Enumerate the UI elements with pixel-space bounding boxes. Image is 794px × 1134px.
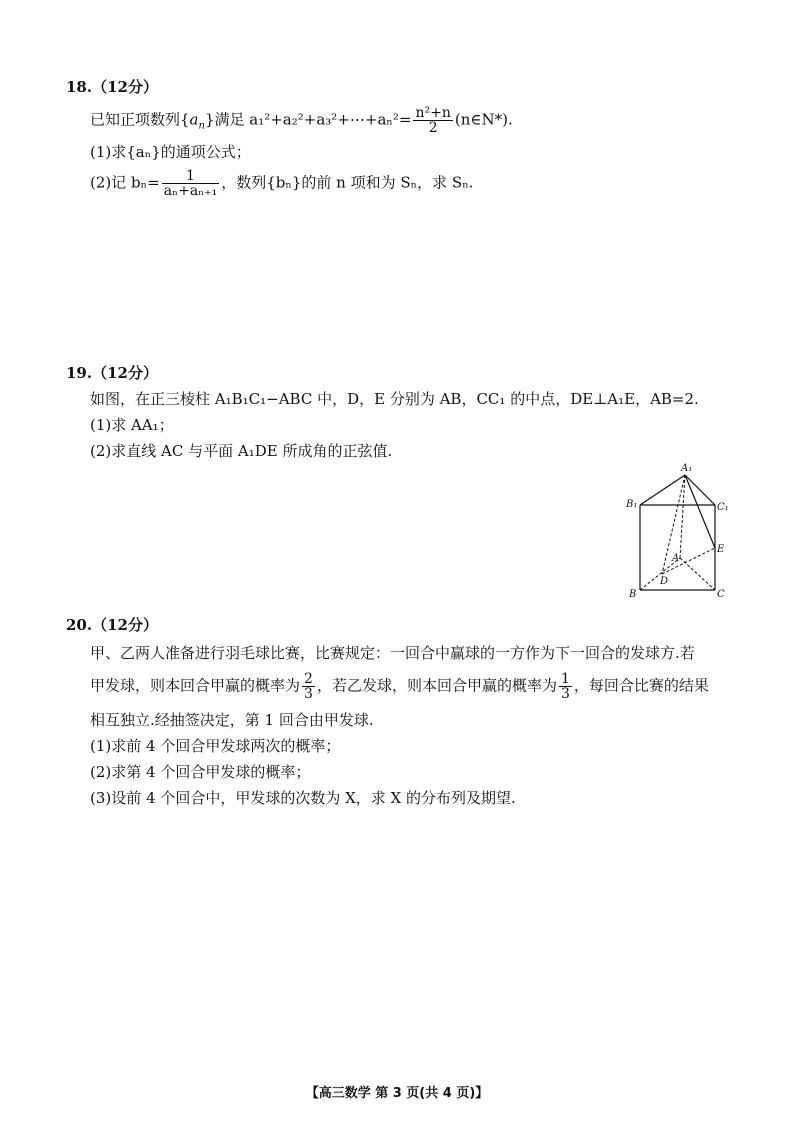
question-18-part1: (1)求{aₙ}的通项公式； <box>90 143 251 161</box>
segment-a1-e <box>685 475 715 548</box>
q18-stem-mid: }满足 a₁²+a₂²+a₃²+⋯+aₙ²= <box>204 110 412 129</box>
edge-b1-a1 <box>640 475 685 505</box>
question-19-number: 19.（12分） <box>66 364 158 382</box>
label-a: A <box>672 553 680 564</box>
label-d: D <box>660 576 669 587</box>
q18-fraction <box>413 106 452 135</box>
label-b1: B₁ <box>626 499 638 510</box>
hidden-segment-d-e <box>662 548 715 574</box>
question-18-number: 18.（12分） <box>66 78 158 96</box>
q18-stem-seq: a <box>189 110 199 129</box>
question-20-part2: (2)求第 4 个回合甲发球的概率； <box>90 763 311 781</box>
q18-stem-suffix: (n∈N*). <box>454 110 513 129</box>
question-20-part1: (1)求前 4 个回合甲发球两次的概率； <box>90 737 341 755</box>
q18-part2-fraction <box>162 169 220 198</box>
edge-a1-c1 <box>685 475 715 505</box>
q20-frac2-den: 3 <box>560 686 570 702</box>
question-20-line2 <box>66 672 746 701</box>
q18-part2-frac-num: 1 <box>162 169 220 184</box>
label-c1: C₁ <box>717 502 729 513</box>
page-footer: 【高三数学 第 3 页(共 4 页)】 <box>305 1086 489 1101</box>
question-19-part1: (1)求 AA₁； <box>90 416 174 434</box>
question-19-stem: 如图，在正三棱柱 A₁B₁C₁−ABC 中，D，E 分别为 AB，CC₁ 的中点，DE⊥A₁E，AB=2. <box>90 390 699 408</box>
q18-frac-den: 2 <box>428 120 438 136</box>
question-19 <box>66 360 746 464</box>
label-a1: A₁ <box>681 463 693 474</box>
question-20 <box>66 612 746 811</box>
q20-fraction-1 <box>302 672 315 701</box>
question-18 <box>66 74 746 198</box>
question-18-stem <box>66 106 746 135</box>
q18-frac-num: n²+n <box>415 105 451 121</box>
question-18-part2 <box>66 169 746 198</box>
label-e: E <box>717 544 725 555</box>
label-b: B <box>629 589 637 600</box>
q20-frac1-den: 3 <box>304 686 313 702</box>
q20-frac2-num: 1 <box>560 671 570 687</box>
q20-fraction-2 <box>559 672 572 701</box>
question-20-line1: 甲、乙两人准备进行羽毛球比赛，比赛规定：一回合中赢球的一方作为下一回合的发球方.若 <box>90 644 695 662</box>
q20-line2-b: ，若乙发球，则本回合甲赢的概率为 <box>316 676 557 695</box>
question-20-part3: (3)设前 4 个回合中，甲发球的次数为 X，求 X 的分布列及期望. <box>90 789 516 807</box>
q20-line2-a: 甲发球，则本回合甲赢的概率为 <box>90 676 301 695</box>
question-20-line3: 相互独立.经抽签决定，第 1 回合由甲发球. <box>90 711 374 729</box>
prism-figure <box>622 460 732 610</box>
q18-stem-prefix: 已知正项数列{ <box>90 110 190 129</box>
q18-part2-suffix: ，数列{bₙ}的前 n 项和为 Sₙ，求 Sₙ. <box>221 173 474 192</box>
q20-frac1-num: 2 <box>304 671 313 687</box>
question-19-part2: (2)求直线 AC 与平面 A₁DE 所成角的正弦值. <box>90 442 393 460</box>
q18-part2-frac-den: aₙ+aₙ₊₁ <box>163 183 218 199</box>
q18-stem-seq-sub: n <box>198 120 205 132</box>
question-20-number: 20.（12分） <box>66 616 158 634</box>
q20-line2-c: ，每回合比赛的结果 <box>573 676 709 695</box>
q18-part2-prefix: (2)记 bₙ= <box>90 173 160 192</box>
label-c: C <box>717 589 725 600</box>
